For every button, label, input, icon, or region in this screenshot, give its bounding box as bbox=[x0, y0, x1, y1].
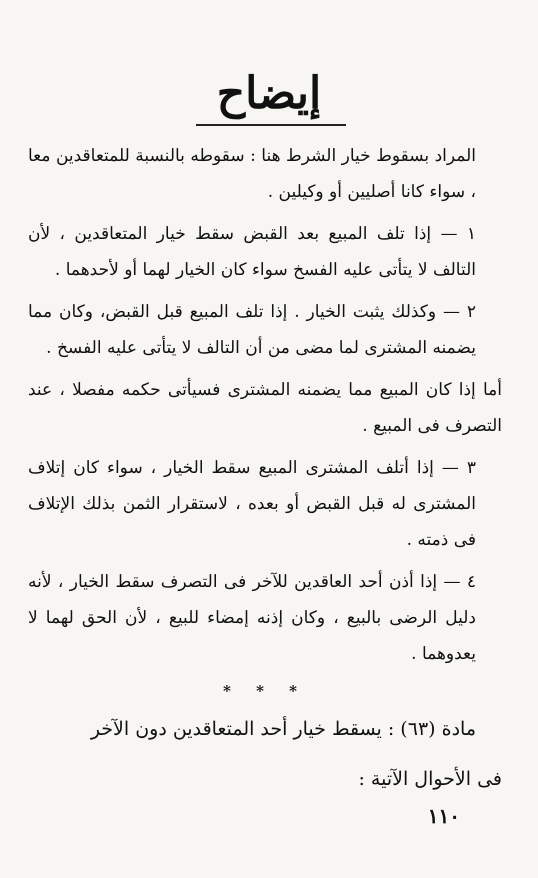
paragraph-item-2: ٢ — وكذلك يثبت الخيار . إذا تلف المبيع قبل القبض، وكان مما يضمنه المشترى لما مضى من أن التالف لا يتأتى عليه الفسخ . bbox=[28, 302, 476, 358]
article-heading-continued: فى الأحوال الآتية : bbox=[358, 768, 502, 790]
paragraph-item-4: ٤ — إذا أذن أحد العاقدين للآخر فى التصرف سقط الخيار ، لأنه دليل الرضى بالبيع ، وكان إذنه إمضاء للبيع ، لأن الحق لهما لا يعدوهما . bbox=[28, 572, 476, 664]
section-heading: إيضاح bbox=[216, 68, 322, 119]
body-text bbox=[28, 138, 502, 804]
paragraph-item-3: ٣ — إذا أتلف المشترى المبيع سقط الخيار ، سواء كان إتلاف المشترى له قبل القبض أو بعده ، لاستقرار الثمن بذلك الإتلاف فى ذمته . bbox=[28, 458, 476, 550]
paragraph-intro: المراد بسقوط خيار الشرط هنا : سقوطه بالنسبة للمتعاقدين معا ، سواء كانا أصليين أو وكيلين . bbox=[28, 146, 476, 202]
section-separator: * * * bbox=[223, 682, 307, 700]
page-number: ١١٠ bbox=[427, 804, 460, 828]
heading-underline bbox=[196, 124, 346, 126]
paragraph-item-1: ١ — إذا تلف المبيع بعد القبض سقط خيار المتعاقدين ، لأن التالف لا يتأتى عليه الفسخ سواء كان الخيار لهما أو لأحدهما . bbox=[28, 224, 476, 280]
article-heading: مادة (٦٣) : يسقط خيار أحد المتعاقدين دون الآخر bbox=[90, 718, 476, 740]
paragraph-item-2-note: أما إذا كان المبيع مما يضمنه المشترى فسيأتى حكمه مفصلا ، عند التصرف فى المبيع . bbox=[28, 380, 502, 436]
